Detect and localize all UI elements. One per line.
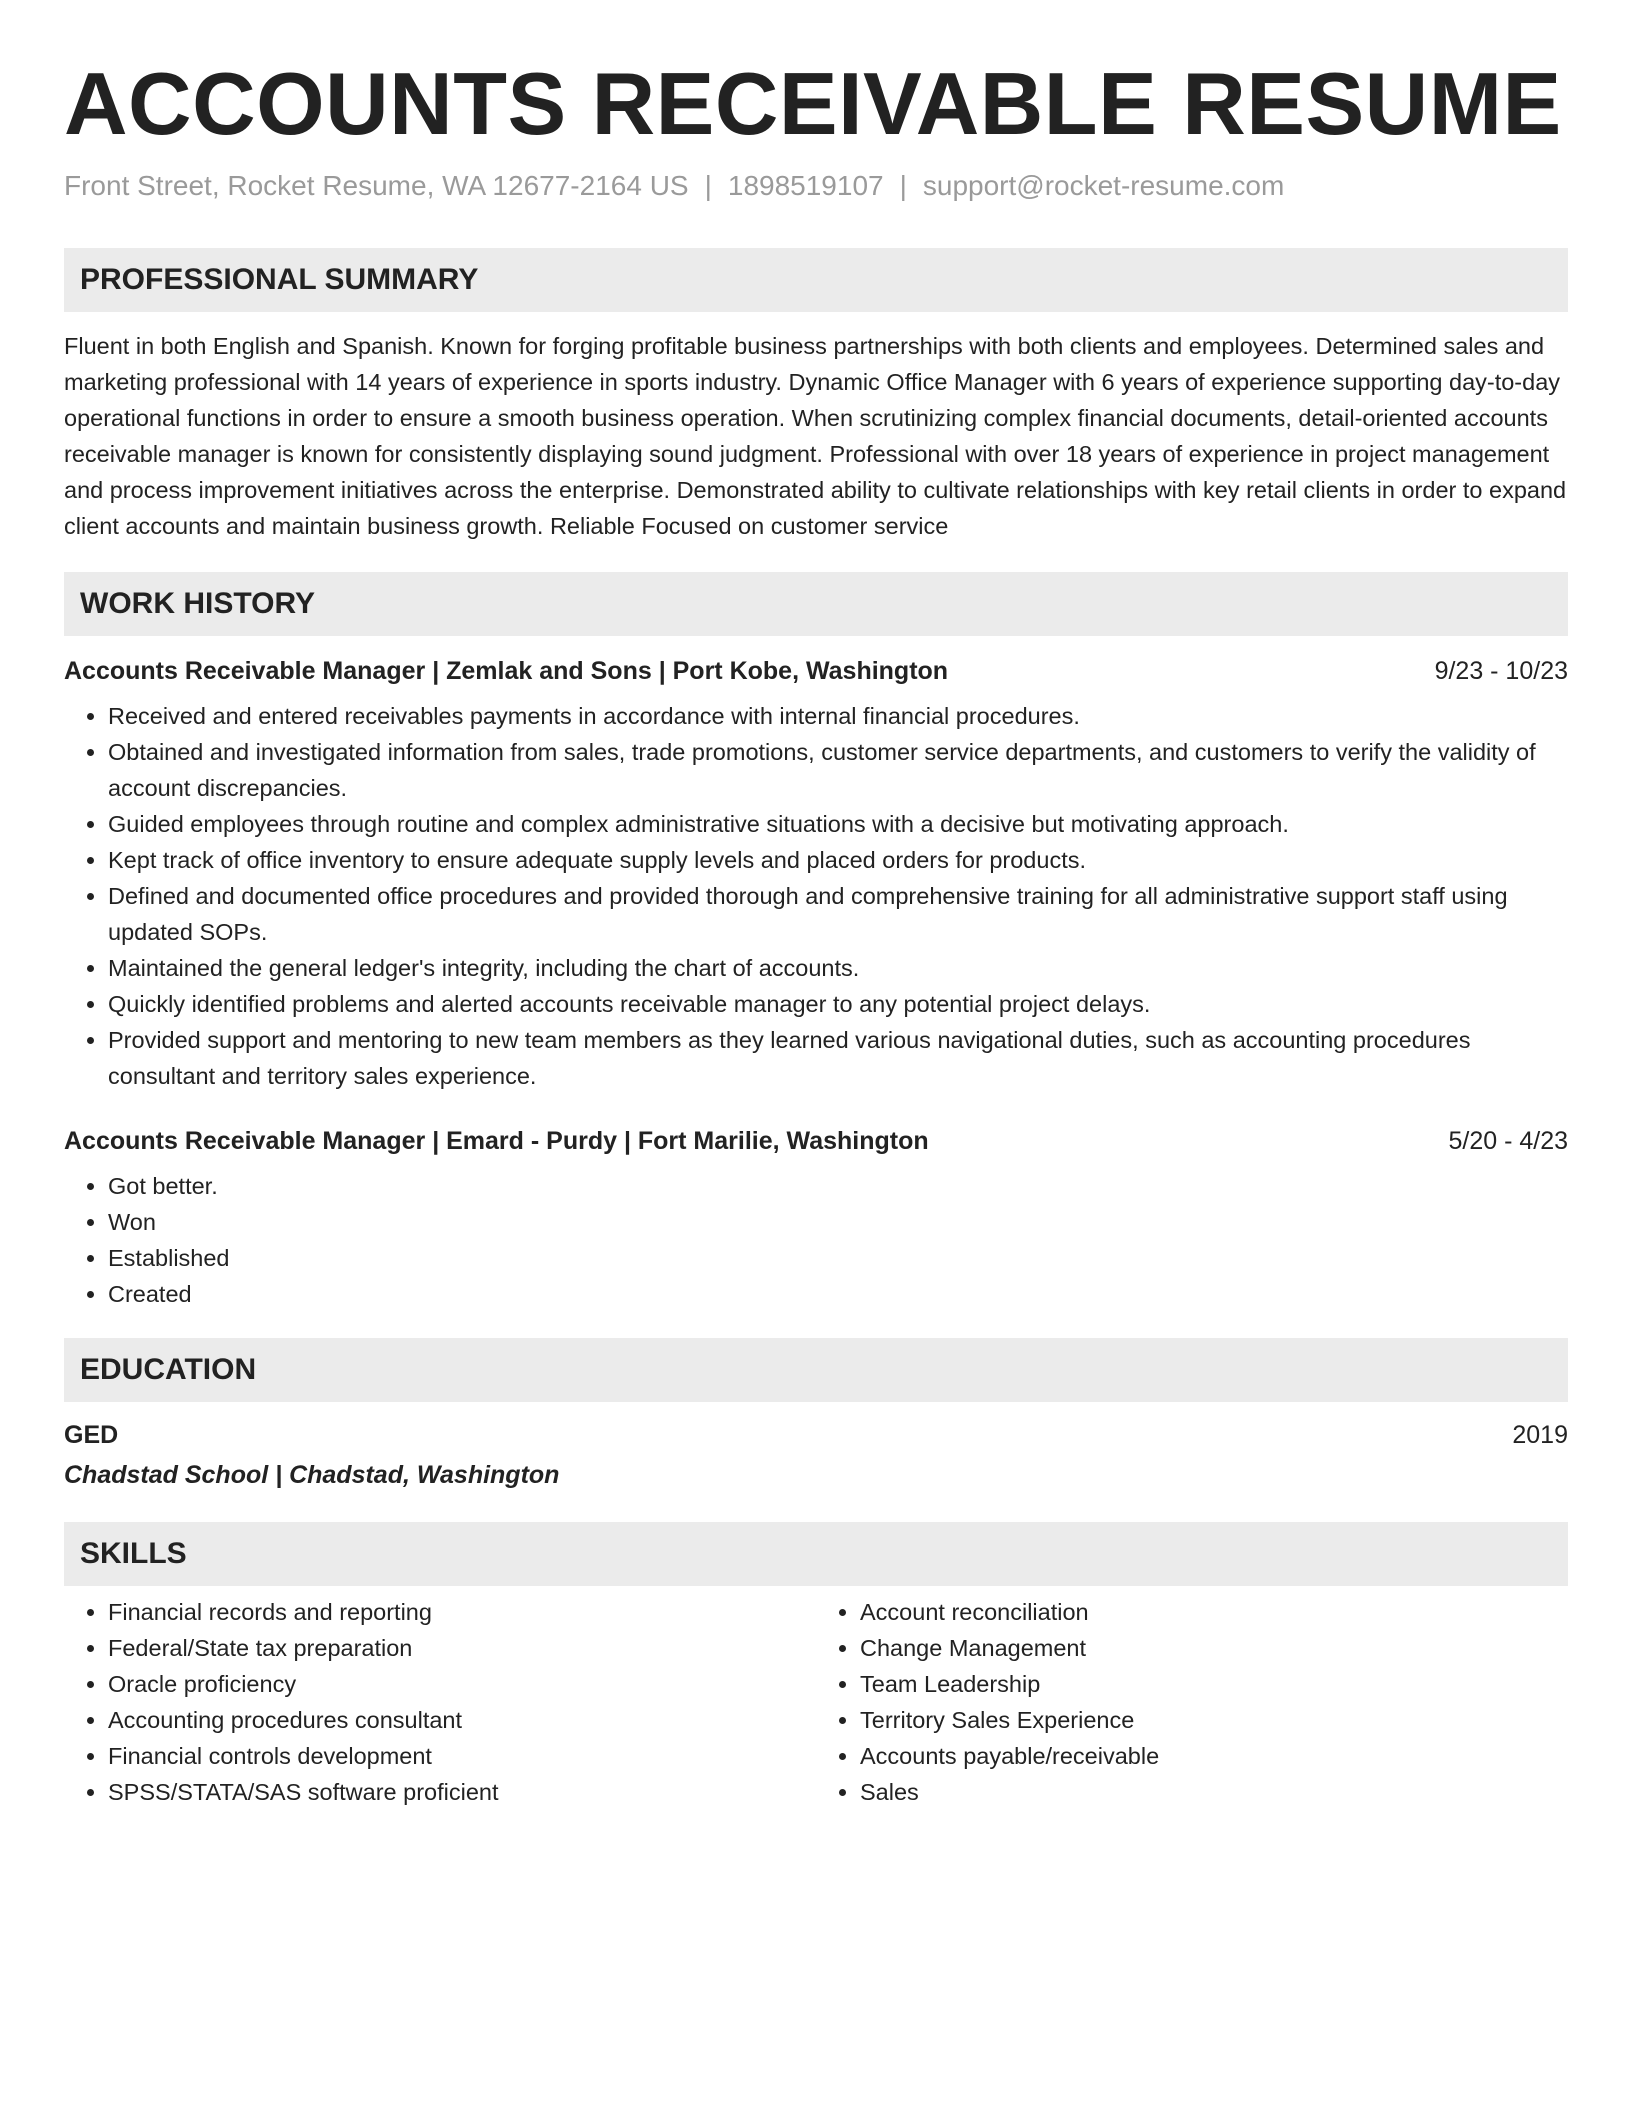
skill-item: • Accounts payable/receivable <box>860 1738 1568 1774</box>
job-bullet: • Won <box>108 1204 1568 1240</box>
contact-phone: 1898519107 <box>727 170 884 201</box>
job-bullet: • Maintained the general ledger's integrity, including the chart of accounts. <box>108 950 1568 986</box>
job-header <box>64 654 1568 688</box>
job-bullet: • Created <box>108 1276 1568 1312</box>
job-bullet: • Provided support and mentoring to new team members as they learned various navigational duties, such as accounting procedures consultant and territory sales experience. <box>108 1022 1568 1094</box>
skill-item: • Sales <box>860 1774 1568 1810</box>
job-entry <box>64 1124 1568 1312</box>
resume-title: ACCOUNTS RECEIVABLE RESUME <box>64 54 1562 153</box>
section-header-summary: PROFESSIONAL SUMMARY <box>64 248 1568 312</box>
skill-item: • Oracle proficiency <box>108 1666 816 1702</box>
job-bullet: • Quickly identified problems and alerted accounts receivable manager to any potential project delays. <box>108 986 1568 1022</box>
skill-item: • Change Management <box>860 1630 1568 1666</box>
summary-text: Fluent in both English and Spanish. Known for forging profitable business partnerships with both clients and employees. Determined sales and marketing professional with 14 years of experience in sports industry. Dynamic Office Manager with 6 years of experience supporting day-to-day operational functions in order to ensure a smooth business operation. When scrutinizing complex financial documents, detail-oriented accounts receivable manager is known for consistently displaying sound judgment. Professional with over 18 years of experience in project management and process improvement initiatives across the enterprise. Demonstrated ability to cultivate relationships with key retail clients in order to expand client accounts and maintain business growth. Reliable Focused on customer service <box>64 333 1567 539</box>
job-title: Accounts Receivable Manager | Emard - Purdy | Fort Marilie, Washington <box>64 1127 929 1155</box>
skill-item: • Federal/State tax preparation <box>108 1630 816 1666</box>
job-bullet: • Defined and documented office procedures and provided thorough and comprehensive training for all administrative support staff using updated SOPs. <box>108 878 1568 950</box>
skill-item: • Account reconciliation <box>860 1594 1568 1630</box>
job-bullet: • Received and entered receivables payments in accordance with internal financial procedures. <box>108 698 1568 734</box>
job-bullet-list <box>64 1168 1568 1312</box>
job-bullet: • Kept track of office inventory to ensure adequate supply levels and placed orders for products. <box>108 842 1568 878</box>
job-bullet: • Established <box>108 1240 1568 1276</box>
skill-item: • Team Leadership <box>860 1666 1568 1702</box>
contact-address: Front Street, Rocket Resume, WA 12677-2164 US <box>64 170 689 201</box>
job-bullet: • Guided employees through routine and complex administrative situations with a decisive but motivating approach. <box>108 806 1568 842</box>
skills-list-right <box>816 1594 1568 1810</box>
skill-item: • Accounting procedures consultant <box>108 1702 816 1738</box>
job-entry <box>64 654 1568 1094</box>
job-bullet: • Obtained and investigated information from sales, trade promotions, customer service departments, and customers to verify the validity of account discrepancies. <box>108 734 1568 806</box>
contact-email: support@rocket-resume.com <box>922 170 1285 201</box>
job-dates: 9/23 - 10/23 <box>1434 657 1568 685</box>
section-header-work-history: WORK HISTORY <box>64 572 1568 636</box>
education-header <box>64 1418 1568 1452</box>
skill-item: • Territory Sales Experience <box>860 1702 1568 1738</box>
job-header <box>64 1124 1568 1158</box>
education-year: 2019 <box>1512 1421 1568 1449</box>
section-header-skills: SKILLS <box>64 1522 1568 1586</box>
skill-item: • Financial controls development <box>108 1738 816 1774</box>
job-title: Accounts Receivable Manager | Zemlak and Sons | Port Kobe, Washington <box>64 657 949 685</box>
contact-separator: | <box>899 170 907 201</box>
contact-separator: | <box>704 170 712 201</box>
job-bullet: • Got better. <box>108 1168 1568 1204</box>
skills-columns <box>64 1594 1568 1810</box>
skill-item: • SPSS/STATA/SAS software proficient <box>108 1774 816 1810</box>
job-dates: 5/20 - 4/23 <box>1448 1127 1568 1155</box>
education-school: Chadstad School | Chadstad, Washington <box>64 1461 560 1489</box>
contact-line <box>64 170 1568 202</box>
job-bullet-list <box>64 698 1568 1094</box>
section-header-education: EDUCATION <box>64 1338 1568 1402</box>
skills-list-left <box>64 1594 816 1810</box>
skill-item: • Financial records and reporting <box>108 1594 816 1630</box>
education-degree: GED <box>64 1421 119 1449</box>
